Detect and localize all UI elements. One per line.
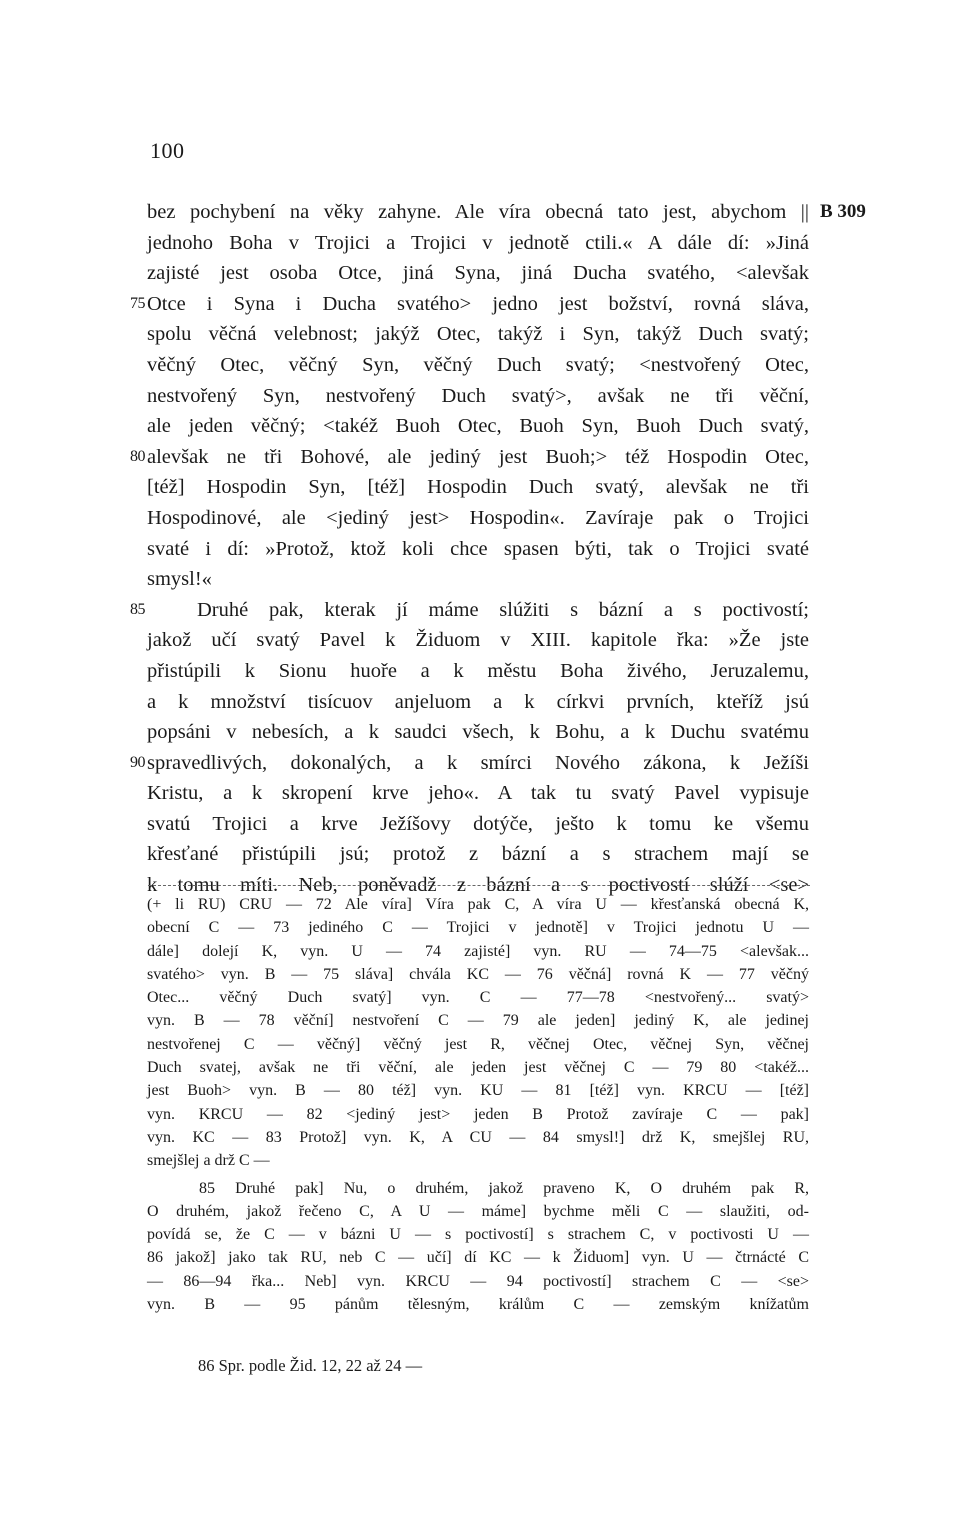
text-line bbox=[147, 319, 809, 350]
note-line: vyn. KC — 83 Protož] vyn. K, A CU — 84 smysl!] drž K, smejšlej RU, bbox=[147, 1128, 809, 1146]
text-line bbox=[147, 197, 809, 228]
text-line bbox=[147, 534, 809, 565]
note-line: jest Buoh> vyn. B — 80 též] vyn. KU — 81 [též] vyn. KRCU — [též] bbox=[147, 1082, 809, 1100]
line-number: 80 bbox=[130, 447, 145, 465]
note-line: Otec... věčný Duch svatý] vyn. C — 77—78 <nestvořený... svatý> bbox=[147, 989, 809, 1007]
note-line: (+ li RU) CRU — 72 Ale víra] Víra pak C, A víra U — křesťanská obecná K, bbox=[147, 896, 809, 913]
line-text: k tomu míti. Neb, poněvadž z bázní a s poctivostí slúží <se> bbox=[147, 874, 809, 897]
line-text: jakož učí svatý Pavel k Židuom v XIII. kapitole řka: »Že jste bbox=[147, 629, 809, 652]
line-text: Kristu, a k skropení krve jeho«. A tak tu svatý Pavel vypisuje bbox=[147, 782, 809, 805]
text-line bbox=[147, 778, 809, 809]
line-text: věčný Otec, věčný Syn, věčný Duch svatý; <nestvořený Otec, bbox=[147, 353, 809, 376]
margin-reference: B 309 bbox=[820, 201, 866, 222]
note-line: vyn. KRCU — 82 <jediný jest> jeden B Protož zavíraje C — pak] bbox=[147, 1105, 809, 1123]
text-line bbox=[147, 381, 809, 412]
text-line bbox=[147, 656, 809, 687]
line-text: spravedlivých, dokonalých, a k smírci Nového zákona, k Ježíši bbox=[147, 751, 809, 774]
line-number: 90 bbox=[130, 753, 145, 771]
note-line: dále] dolejí K, vyn. U — 74 zajisté] vyn. RU — 74—75 <alevšak... bbox=[147, 942, 809, 960]
line-text: Hospodinové, ale <jediný jest> Hospodin«. Zavíraje pak o Trojici bbox=[147, 506, 809, 529]
note-line: obecní C — 73 jediného C — Trojici v jednotě] v Trojici jednotu U — bbox=[147, 919, 809, 937]
note-line: — 86—94 řka... Neb] vyn. KRCU — 94 poctivostí] strachem C — <se> bbox=[147, 1272, 809, 1290]
text-line bbox=[147, 839, 809, 870]
note-line: 86 jakož] jako tak RU, neb C — učí] dí KC — k Židuom] vyn. U — čtrnácté C bbox=[147, 1249, 809, 1267]
line-text: svatú Trojici a krve Ježíšovy dotýče, ješto k tomu ke všemu bbox=[147, 812, 809, 835]
note-line: povídá se, že C — v bázni U — s poctivostí] s strachem C, v poctivosti U — bbox=[147, 1226, 809, 1244]
text-line bbox=[147, 411, 809, 442]
text-line bbox=[147, 687, 809, 718]
line-number: 75 bbox=[130, 294, 145, 312]
line-text: jednoho Boha v Trojici a Trojici v jednotě ctili.« A dále dí: »Jiná bbox=[147, 231, 809, 254]
text-line bbox=[130, 748, 809, 779]
text-line bbox=[130, 289, 809, 320]
page-number: 100 bbox=[150, 138, 185, 163]
line-number: 85 bbox=[130, 600, 145, 618]
line-text: smysl!« bbox=[147, 568, 212, 591]
text-line bbox=[147, 258, 809, 289]
note-line: Duch svatej, avšak ne tři věční, ale jeden jest věčnej C — 79 80 <takéž... bbox=[147, 1059, 809, 1077]
note-line: nestvořenej C — věčný] věčný jest R, věčnej Otec, věčnej Syn, věčnej bbox=[147, 1035, 809, 1053]
line-text: nestvořený Syn, nestvořený Duch svatý>, avšak ne tři věční, bbox=[147, 384, 809, 407]
text-line bbox=[147, 625, 809, 656]
line-text: spolu věčná velebnost; jakýž Otec, takýž i Syn, takýž Duch svatý; bbox=[147, 323, 809, 346]
line-text: přistúpili k Sionu huoře a k městu Boha živého, Jeruzalemu, bbox=[147, 659, 809, 682]
footnote-divider bbox=[148, 885, 810, 886]
text-line bbox=[147, 472, 809, 503]
text-line bbox=[130, 442, 809, 473]
line-text: popsáni v nebesích, a k saudci všech, k Bohu, a k Duchu svatému bbox=[147, 721, 809, 744]
note-line: smejšlej a drž C — bbox=[147, 1152, 270, 1170]
line-text: a k množství tisícuov anjeluom a k církvi prvních, kteříž jsú bbox=[147, 690, 809, 713]
line-text: Druhé pak, kterak jí máme slúžiti s bázní a s poctivostí; bbox=[197, 598, 809, 621]
text-line bbox=[147, 503, 809, 534]
note-line: 85 Druhé pak] Nu, o druhém, jakož praveno K, O druhém pak R, bbox=[199, 1179, 809, 1197]
line-text: alevšak ne tři Bohové, ale jediný jest Buoh;> též Hospodin Otec, bbox=[147, 445, 809, 468]
critical-apparatus bbox=[147, 893, 809, 1316]
line-text: ale jeden věčný; <takéž Buoh Otec, Buoh Syn, Buoh Duch svatý, bbox=[147, 415, 809, 438]
line-text: Otce i Syna i Ducha svatého> jedno jest božství, rovná sláva, bbox=[147, 292, 809, 315]
text-line bbox=[130, 595, 809, 626]
text-line bbox=[147, 809, 809, 840]
source-note: 86 Spr. podle Žid. 12, 22 až 24 — bbox=[198, 1356, 423, 1375]
line-text: bez pochybení na věky zahyne. Ale víra obecná tato jest, abychom || bbox=[147, 201, 809, 223]
text-line bbox=[147, 350, 809, 381]
text-line bbox=[147, 564, 809, 595]
text-line bbox=[147, 228, 809, 259]
line-text: křesťané přistúpili jsú; protož z bázní a s strachem mají se bbox=[147, 843, 809, 866]
line-text: zajisté jest osoba Otce, jiná Syna, jiná Ducha svatého, <alevšak bbox=[147, 262, 809, 285]
note-line: vyn. B — 95 pánům tělesným, králům C — zemským knížatům bbox=[147, 1296, 809, 1314]
main-text bbox=[130, 197, 809, 901]
line-text: [též] Hospodin Syn, [též] Hospodin Duch svatý, alevšak ne tři bbox=[147, 476, 809, 499]
text-line bbox=[147, 717, 809, 748]
line-text: svaté i dí: »Protož, ktož koli chce spasen býti, tak o Trojici svaté bbox=[147, 537, 809, 560]
note-line: vyn. B — 78 věční] nestvoření C — 79 ale jeden] jediný K, ale jedinej bbox=[147, 1012, 809, 1030]
note-line: O druhém, jakož řečeno C, A U — máme] bychme měli C — slaužiti, od- bbox=[147, 1202, 809, 1220]
note-line: svatého> vyn. B — 75 sláva] chvála KC — 76 věčná] rovná K — 77 věčný bbox=[147, 965, 809, 983]
